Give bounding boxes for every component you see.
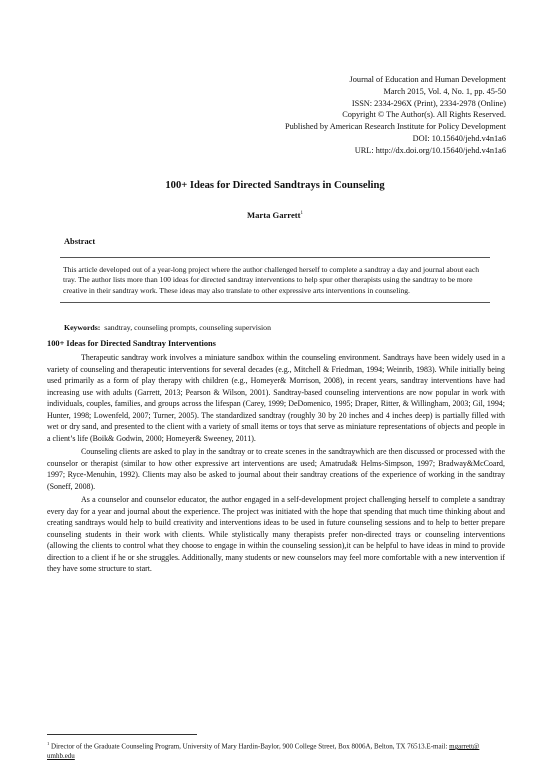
- paragraph: Counseling clients are asked to play in the sandtray or to create scenes in the sandtraywhich are then discussed or processed with the counselor or therapist (similar to how other expressive art interventions are used; Amatruda& Helms-Simpson, 1997; Bradway&McCoard, 1997; Ryce-Menuhin, 1992). Clients may also be asked to journal about their sandtray creations of the experience of working in the sandtray (Soneff, 2008).: [47, 447, 505, 491]
- journal-name: Journal of Education and Human Development: [349, 75, 506, 84]
- paragraph: Therapeutic sandtray work involves a miniature sandbox within the counseling environment. Sandtrays have been widely used in a variety of counseling and therapeutic interventions for several decades (e.g., Mitchell & Friedman, 1994; Weinrib, 1983). While initially being used primarily as a form of play therapy with children (e.g., Homeyer& Morrison, 2008), in recent years, sandtray interventions have had increasing use with adults (Garrett, 2013; Pearson & Wilson, 2001). Sandtray-based counseling interventions are now popular in work with individuals, couples, families, and groups across the lifespan (Carey, 1999; DeDomenico, 1995; Draper, Ritter, & Willingham, 2003; Gil, 1994; Hunter, 1998; Lowenfeld, 2007; Turner, 2005). The standardized sandtray (roughly 30 by 20 inches and 4 inches deep) is partially filled with wet or dry sand, and presented to the client with a variety of small items or toys that serve as miniature representations of objects and people in a client’s life (Boik& Godwin, 2000; Homeyer& Sweeney, 2011).: [47, 353, 505, 443]
- section-heading: 100+ Ideas for Directed Sandtray Interventions: [47, 339, 216, 348]
- journal-header: [285, 74, 506, 157]
- author-name: Marta Garrett: [246, 210, 301, 220]
- keywords-label: Keywords:: [64, 323, 101, 332]
- abstract-text: This article developed out of a year-long project where the author challenged herself to complete a sandtray a day and journal about each tray. The author lists more than 100 ideas for directed sandtray interventions to help spur other therapists using the sandtray to be more creative in their sandtray work. These ideas may also translate to other expressive arts interventions in counseling.: [63, 265, 480, 295]
- abstract-heading: Abstract: [64, 237, 96, 246]
- copyright: Copyright © The Author(s). All Rights Reserved.: [342, 110, 506, 120]
- keywords-line: [64, 323, 271, 332]
- keywords-text: sandtray, counseling prompts, counseling supervision: [104, 323, 271, 332]
- footnote: [47, 739, 505, 762]
- paragraph: As a counselor and counselor educator, the author engaged in a self-development project challenging herself to complete a sandtray every day for a year and journal about the experience. The project was initiated with the hope that spending that much time thinking about and creating sandtrays would help to build creativity and interventions ideas to be used in future counseling sessions and to help to better prepare counseling students in their work with clients. While stylistically many therapists prefer non-directed trays or counseling interventions (allowing the clients to control what they choose to engage in within the counseling session),it can be helpful to have ideas in mind to provide direction to a client if he or she struggles. Additionally, many students or new counselors may feel more comfortable with a new intervention if they have some structure to start.: [47, 495, 505, 573]
- footnote-mark: 1: [47, 741, 50, 746]
- article-url: URL: http://dx.doi.org/10.15640/jehd.v4n1a6: [354, 145, 506, 155]
- footnote-divider: [47, 734, 197, 735]
- author-footnote-mark: 1: [300, 211, 304, 217]
- publisher: Published by American Research Institute for Policy Development: [285, 122, 506, 132]
- author-email-link[interactable]: mgarrett@ umhb.edu: [47, 742, 480, 760]
- author-line: [0, 210, 550, 220]
- issue-info: March 2015, Vol. 4, No. 1, pp. 45-50: [383, 86, 506, 96]
- doi: DOI: 10.15640/jehd.v4n1a6: [412, 133, 506, 143]
- body-text: [47, 352, 505, 577]
- issn: ISSN: 2334-296X (Print), 2334-2978 (Online): [351, 98, 506, 108]
- footnote-text: Director of the Graduate Counseling Program, University of Mary Hardin-Baylor, 900 College Street, Box 8006A, Belton, TX 76513.E-mail:: [49, 742, 450, 751]
- abstract-box: [60, 257, 490, 303]
- article-title: 100+ Ideas for Directed Sandtrays in Counseling: [165, 180, 385, 191]
